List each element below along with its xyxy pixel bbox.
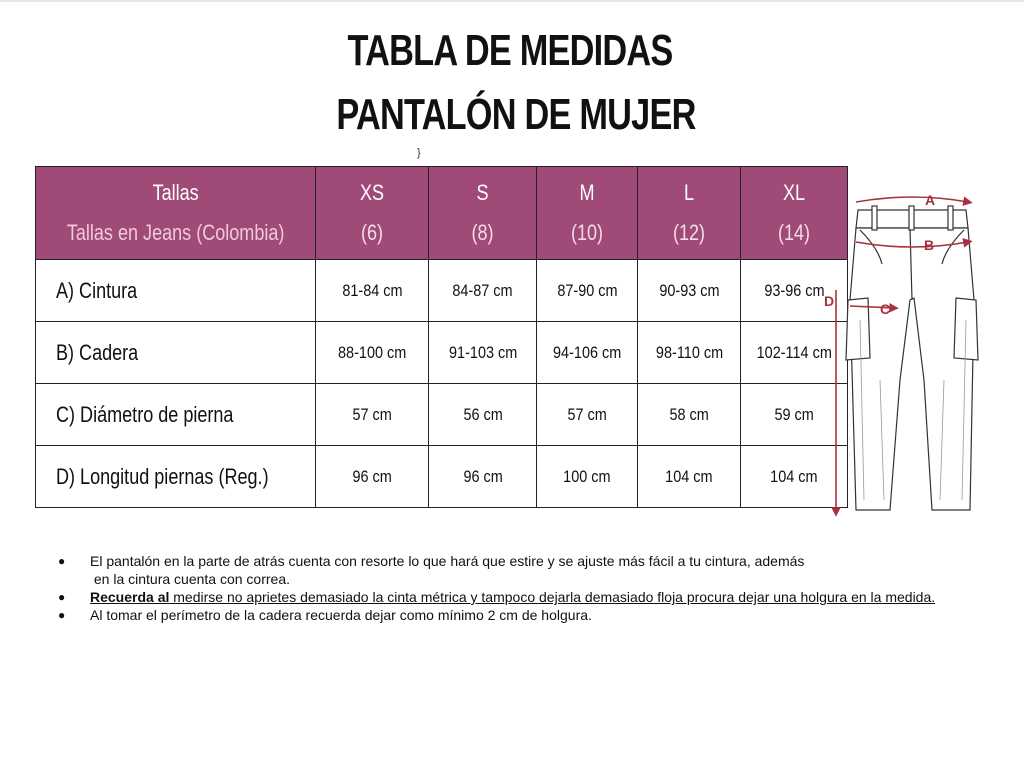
cell-value: 102-114 cm: [756, 342, 832, 362]
table-row-diametro: [36, 384, 848, 446]
label-b: B: [924, 237, 935, 253]
jean-size: (10): [571, 220, 604, 245]
top-divider: [0, 0, 1024, 2]
notes-list: [58, 552, 1003, 624]
table-cell: [638, 384, 741, 446]
jean-size: (14): [778, 220, 811, 245]
jean-size: (12): [673, 220, 706, 245]
note-item: [58, 552, 1003, 588]
page-title-line2: PANTALÓN DE MUJER: [336, 90, 696, 139]
note-bold-text: Recuerda al: [90, 589, 170, 605]
cell-value: 104 cm: [665, 466, 713, 486]
table-row-cadera: [36, 322, 848, 384]
table-cell: [537, 322, 638, 384]
size-header-xs: [316, 167, 429, 260]
cell-value: 57 cm: [567, 404, 607, 424]
table-cell: [316, 260, 429, 322]
cell-value: 56 cm: [463, 404, 503, 424]
cell-value: 88-100 cm: [338, 342, 407, 362]
table-cell: [638, 260, 741, 322]
label-a: A: [925, 192, 936, 208]
row-label-text: C) Diámetro de pierna: [56, 401, 234, 427]
jean-size: (8): [471, 220, 494, 245]
table-row-longitud: [36, 446, 848, 508]
size-header-l: [638, 167, 741, 260]
cell-value: 87-90 cm: [557, 280, 618, 300]
jean-size: (6): [361, 220, 384, 245]
row-label-text: A) Cintura: [56, 277, 138, 303]
note-item: [58, 606, 1003, 624]
table-cell: [316, 384, 429, 446]
table-cell: [537, 384, 638, 446]
table-cell: [316, 446, 429, 508]
size-header-m: [537, 167, 638, 260]
table-cell: [638, 446, 741, 508]
table-cell: [429, 260, 537, 322]
note-item: [58, 588, 1003, 606]
header-label: Tallas: [152, 180, 199, 205]
size-name: L: [684, 180, 695, 205]
table-cell: [537, 260, 638, 322]
cell-value: 104 cm: [770, 466, 818, 486]
size-name: XL: [783, 180, 806, 205]
header-sublabel: Tallas en Jeans (Colombia): [66, 220, 285, 245]
cell-value: 90-93 cm: [659, 280, 720, 300]
table-cell: [429, 446, 537, 508]
table-cell: [316, 322, 429, 384]
row-label: [36, 260, 316, 322]
row-label: [36, 322, 316, 384]
label-c: C: [880, 301, 891, 317]
label-d: D: [824, 293, 835, 309]
cell-value: 100 cm: [563, 466, 611, 486]
cell-value: 96 cm: [463, 466, 503, 486]
table-row-cintura: [36, 260, 848, 322]
header-label-cell: [36, 167, 316, 260]
cell-value: 81-84 cm: [342, 280, 403, 300]
size-table-header: [36, 167, 848, 260]
cell-value: 98-110 cm: [655, 342, 723, 362]
cell-value: 59 cm: [774, 404, 814, 424]
table-cell: [429, 322, 537, 384]
stray-mark: }: [417, 147, 421, 159]
size-name: S: [476, 180, 489, 205]
cell-value: 84-87 cm: [452, 280, 513, 300]
row-label-text: D) Longitud piernas (Reg.): [56, 463, 269, 489]
note-text: medirse no aprietes demasiado la cinta métrica y tampoco dejarla demasiado floja procura dejar una holgura en la medida.: [169, 589, 936, 605]
note-text: en la cintura cuenta con correa.: [90, 571, 291, 587]
size-table: [35, 166, 848, 508]
cell-value: 93-96 cm: [764, 280, 825, 300]
cell-value: 96 cm: [352, 466, 392, 486]
cargo-pants-icon: [820, 180, 1010, 520]
size-header-s: [429, 167, 537, 260]
row-label: [36, 384, 316, 446]
page-title-line1: TABLA DE MEDIDAS: [347, 26, 673, 75]
note-text: Al tomar el perímetro de la cadera recuerda dejar como mínimo 2 cm de holgura.: [90, 607, 592, 623]
cell-value: 91-103 cm: [448, 342, 517, 362]
cell-value: 94-106 cm: [553, 342, 622, 362]
note-text: El pantalón en la parte de atrás cuenta con resorte lo que hará que estire y se ajuste más fácil a tu cintura, además: [90, 553, 805, 569]
cell-value: 57 cm: [352, 404, 392, 424]
table-cell: [429, 384, 537, 446]
table-cell: [638, 322, 741, 384]
cell-value: 58 cm: [669, 404, 709, 424]
table-cell: [537, 446, 638, 508]
size-name: M: [579, 180, 595, 205]
size-name: XS: [360, 180, 385, 205]
row-label-text: B) Cadera: [56, 339, 139, 365]
row-label: [36, 446, 316, 508]
